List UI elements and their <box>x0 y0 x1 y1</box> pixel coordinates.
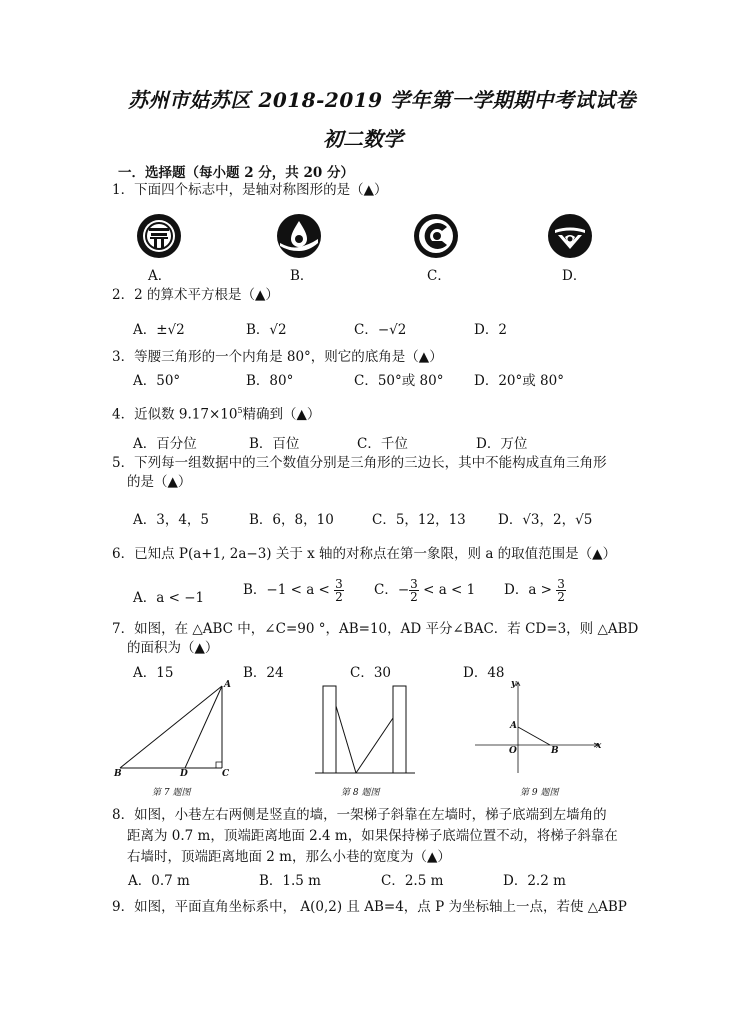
q1-option-d: D． <box>562 268 587 284</box>
q6-option-a: A．a < −1 <box>133 590 205 606</box>
q4-option-b: B．百位 <box>249 436 300 452</box>
page-subtitle: 初二数学 <box>323 127 403 151</box>
q6-option-d <box>504 578 566 603</box>
logo-b-icon <box>276 213 322 259</box>
q2-stem: 2．2 的算术平方根是（▲） <box>112 287 279 303</box>
q6-option-b-text: B．−1 < a < <box>243 582 330 598</box>
q5-stem-line2: 的是（▲） <box>127 474 192 490</box>
q7-option-a: A．15 <box>133 665 174 681</box>
q4-option-c: C．千位 <box>357 436 408 452</box>
fig9-label-x: x <box>596 741 602 751</box>
q6-option-d-text: D．a > <box>504 582 552 598</box>
q8-option-c: C．2.5 m <box>381 873 444 889</box>
q4-stem-pre: 4．近似数 9.17×10 <box>112 406 238 423</box>
frac-den: 2 <box>557 590 565 604</box>
q8-option-b: B．1.5 m <box>259 873 321 889</box>
q1-option-a: A． <box>148 268 172 284</box>
fig8-caption: 第 8 题图 <box>341 788 380 798</box>
q8-line1: 8．如图，小巷左右两侧是竖直的墙，一架梯子斜靠在左墙时，梯子底端到左墙角的 <box>112 807 607 823</box>
page-title: 苏州市姑苏区 2018-2019 学年第一学期期中考试试卷 <box>128 88 637 112</box>
q3-option-c: C．50°或 80° <box>354 373 444 389</box>
q8-line2: 距离为 0.7 m，顶端距离地面 2.4 m，如果保持梯子底端位置不动，将梯子斜靠在 <box>127 828 618 844</box>
q3-stem: 3．等腰三角形的一个内角是 80°，则它的底角是（▲） <box>112 349 443 365</box>
q7-option-d: D．48 <box>463 665 505 681</box>
frac-den: 2 <box>335 590 343 604</box>
q6-option-b <box>243 578 344 603</box>
q5-option-b: B．6，8，10 <box>249 512 334 528</box>
q7-option-c: C．30 <box>350 665 392 681</box>
fig7-label-b: B <box>114 769 122 779</box>
q2-option-d: D．2 <box>474 322 507 338</box>
q2-option-a: A．±√2 <box>133 322 185 338</box>
q4-option-d: D．万位 <box>476 436 528 452</box>
q7-stem-line1: 7．如图，在 △ABC 中，∠C=90 °，AB=10，AD 平分∠BAC．若 CD=3，则 △ABD <box>112 621 639 637</box>
fig7-label-d: D <box>180 769 188 779</box>
fig9-caption: 第 9 题图 <box>520 788 559 798</box>
fig9-label-a: A <box>510 721 517 731</box>
q5-option-c: C．5，12，13 <box>372 512 466 528</box>
q6-option-c-text: C．− <box>374 582 410 598</box>
logo-d-icon <box>547 213 593 259</box>
fig7-caption: 第 7 题图 <box>152 788 191 798</box>
frac-num: 3 <box>335 577 343 591</box>
fig9-label-o: O <box>509 746 517 756</box>
q8-option-d: D．2.2 m <box>503 873 566 889</box>
q3-option-b: B．80° <box>246 373 294 389</box>
q4-stem <box>112 402 320 424</box>
logo-c-icon <box>413 213 459 259</box>
q5-option-d: D．√3，2，√5 <box>498 512 593 528</box>
q3-option-a: A．50° <box>133 373 181 389</box>
q5-option-a: A．3，4，5 <box>133 512 210 528</box>
q1-option-c: C． <box>427 268 451 284</box>
q9-stem: 9．如图，平面直角坐标系中， A(0,2) 且 AB=4，点 P 为坐标轴上一点，若使 △ABP <box>112 899 627 915</box>
q5-stem-line1: 5．下列每一组数据中的三个数值分别是三角形的三边长，其中不能构成直角三角形 <box>112 455 607 471</box>
q8-option-a: A．0.7 m <box>128 873 190 889</box>
q2-option-b: B．√2 <box>246 322 287 338</box>
fig9-label-y: y <box>511 679 517 689</box>
q4-option-a: A．百分位 <box>133 436 197 452</box>
logo-a-icon <box>136 213 182 259</box>
figure-7 <box>115 684 240 779</box>
q7-stem-line2: 的面积为（▲） <box>127 640 219 656</box>
q4-stem-exp: 5 <box>237 406 243 415</box>
q1-option-b: B． <box>290 268 314 284</box>
q6-option-c-post: < a < 1 <box>423 582 476 598</box>
fig7-label-c: C <box>222 769 230 779</box>
fig9-label-b: B <box>551 746 559 756</box>
q6-option-b-fraction <box>334 578 344 603</box>
q6-option-c <box>374 578 475 603</box>
q1-stem: 1．下面四个标志中，是轴对称图形的是（▲） <box>112 182 388 198</box>
frac-num: 3 <box>410 577 418 591</box>
q6-stem: 6．已知点 P(a+1, 2a−3) 关于 x 轴的对称点在第一象限，则 a 的取值范围是（▲） <box>112 546 617 562</box>
q7-option-b: B．24 <box>243 665 284 681</box>
q6-option-d-fraction <box>556 578 566 603</box>
section-heading: 一．选择题（每小题 2 分，共 20 分） <box>118 165 354 181</box>
q2-option-c: C．−√2 <box>354 322 407 338</box>
frac-num: 3 <box>557 577 565 591</box>
q3-option-d: D．20°或 80° <box>474 373 564 389</box>
q4-stem-post: 精确到（▲） <box>242 406 321 423</box>
fig7-label-a: A <box>224 680 231 690</box>
frac-den: 2 <box>410 590 418 604</box>
figure-9 <box>470 678 605 778</box>
q8-line3: 右墙时，顶端距离地面 2 m，那么小巷的宽度为（▲） <box>127 849 451 865</box>
q6-option-c-fraction <box>409 578 419 603</box>
figure-8 <box>310 684 415 780</box>
